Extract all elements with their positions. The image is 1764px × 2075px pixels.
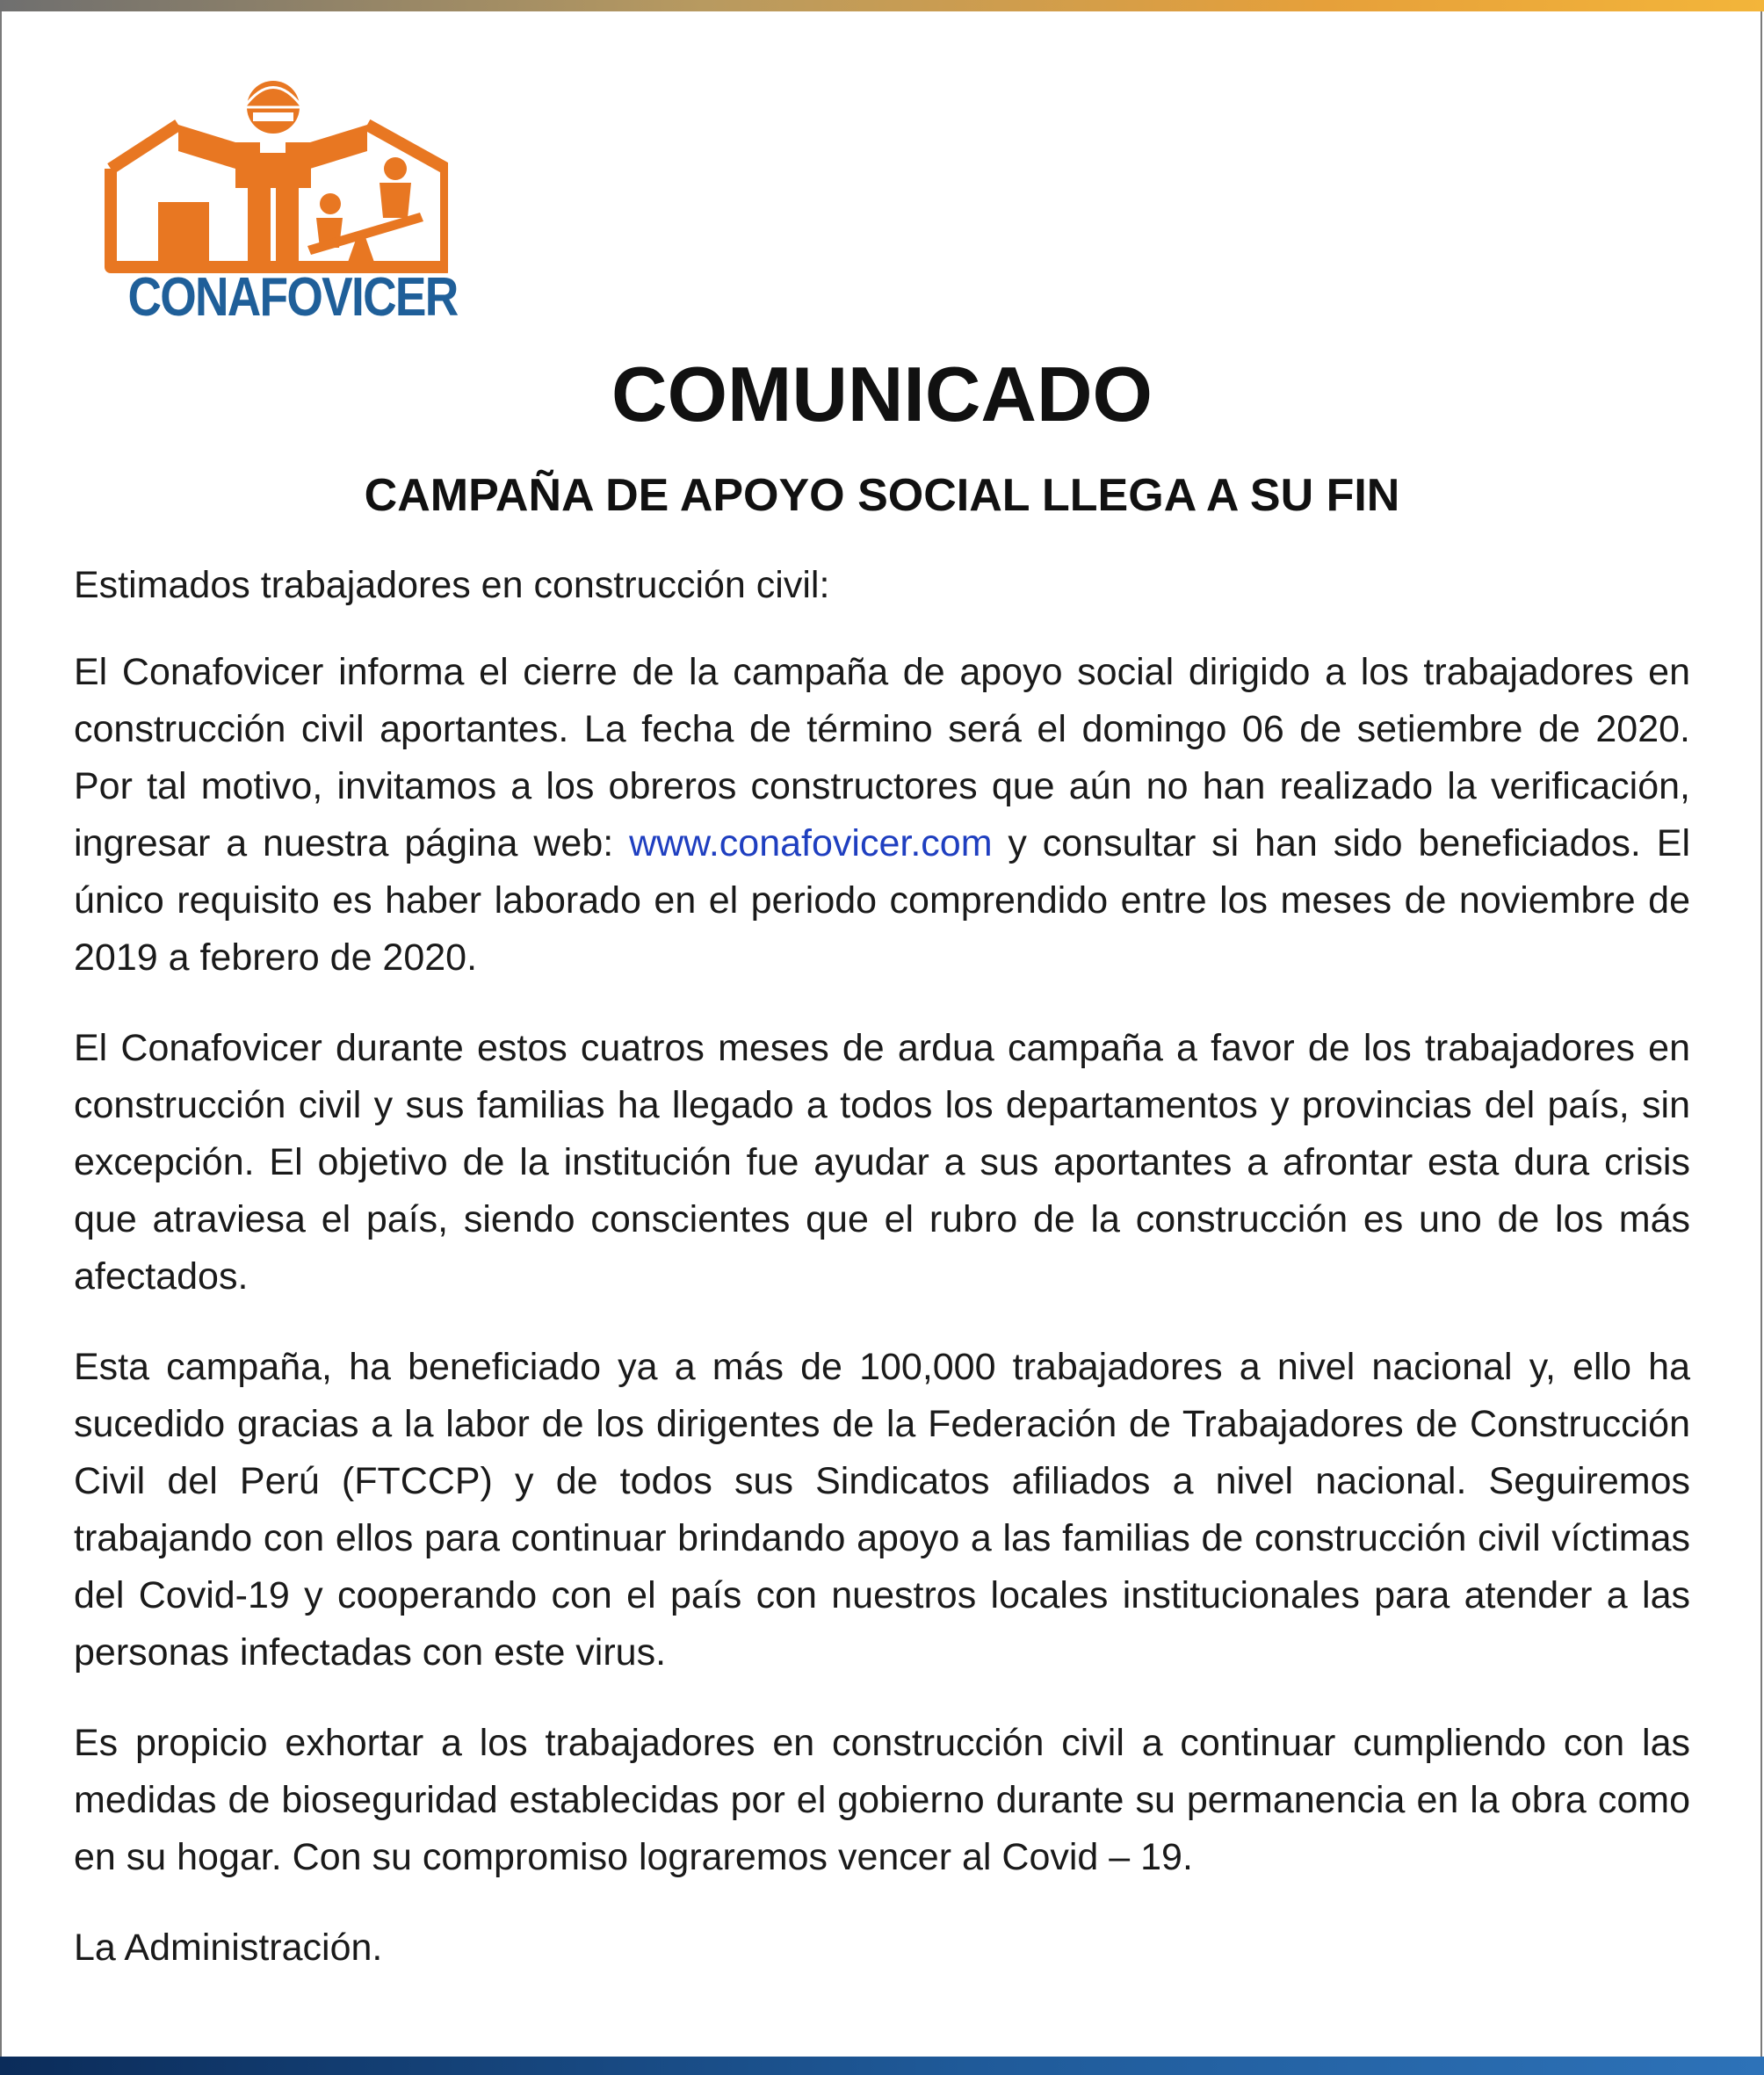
website-link[interactable]: www.conafovicer.com (629, 822, 993, 864)
paragraph-2: El Conafovicer durante estos cuatros meses de ardua campaña a favor de los trabajadores en construcción civil y sus familias ha llegado a todos los departamentos y provincias del país, sin excepción. El objetivo de la institución fue ayudar a sus aportantes a afrontar esta dura crisis que atraviesa el país, siendo conscientes que el rubro de la construcción es uno de los más afectados. (74, 1027, 1690, 1298)
top-border (0, 0, 1764, 11)
signature: La Administración. (74, 1927, 383, 1969)
paragraph-1-text-b: y consultar si han sido beneficiados. El único requisito es haber laborado en el periodo comprendido entre los meses de noviembre de 2019 a febrero de 2020. (74, 822, 1690, 979)
bottom-border (0, 2057, 1764, 2075)
house-family-logo-icon (104, 72, 448, 283)
conafovicer-logo (104, 72, 458, 344)
page-subtitle: CAMPAÑA DE APOYO SOCIAL LLEGA A SU FIN (364, 470, 1400, 521)
page-title: COMUNICADO (611, 351, 1153, 437)
greeting: Estimados trabajadores en construcción civil: (74, 564, 830, 606)
paragraph-3: Esta campaña, ha beneficiado ya a más de 100,000 trabajadores a nivel nacional y, ello ha sucedido gracias a la labor de los dirigentes de la Federación de Trabajadores de Construcción Civil del Perú (FTCCP) y de todos sus Sindicatos afiliados a nivel nacional. Seguiremos trabajando con ellos para continuar brindando apoyo a las familias de construcción civil víctimas del Covid-19 y cooperando con el país con nuestros locales institucionales para atender a las personas infectadas con este virus. (74, 1346, 1690, 1674)
letter-body (74, 557, 1690, 1977)
paragraph-1-text-a: El Conafovicer informa el cierre de la campaña de apoyo social dirigido a los trabajadores en construcción civil aportantes. La fecha de término será el domingo 06 de setiembre de 2020. Por tal motivo, invitamos a los obreros constructores que aún no han realizado la verificación, ingresar a nuestra página web: (74, 651, 1690, 864)
logo-wordmark: CONAFOVICER (127, 267, 458, 328)
paragraph-1 (74, 644, 1690, 987)
paragraph-4: Es propicio exhortar a los trabajadores en construcción civil a continuar cumpliendo con las medidas de bioseguridad establecidas por el gobierno durante su permanencia en la obra como en su hogar. Con su compromiso lograremos vencer al Covid – 19. (74, 1722, 1690, 1878)
